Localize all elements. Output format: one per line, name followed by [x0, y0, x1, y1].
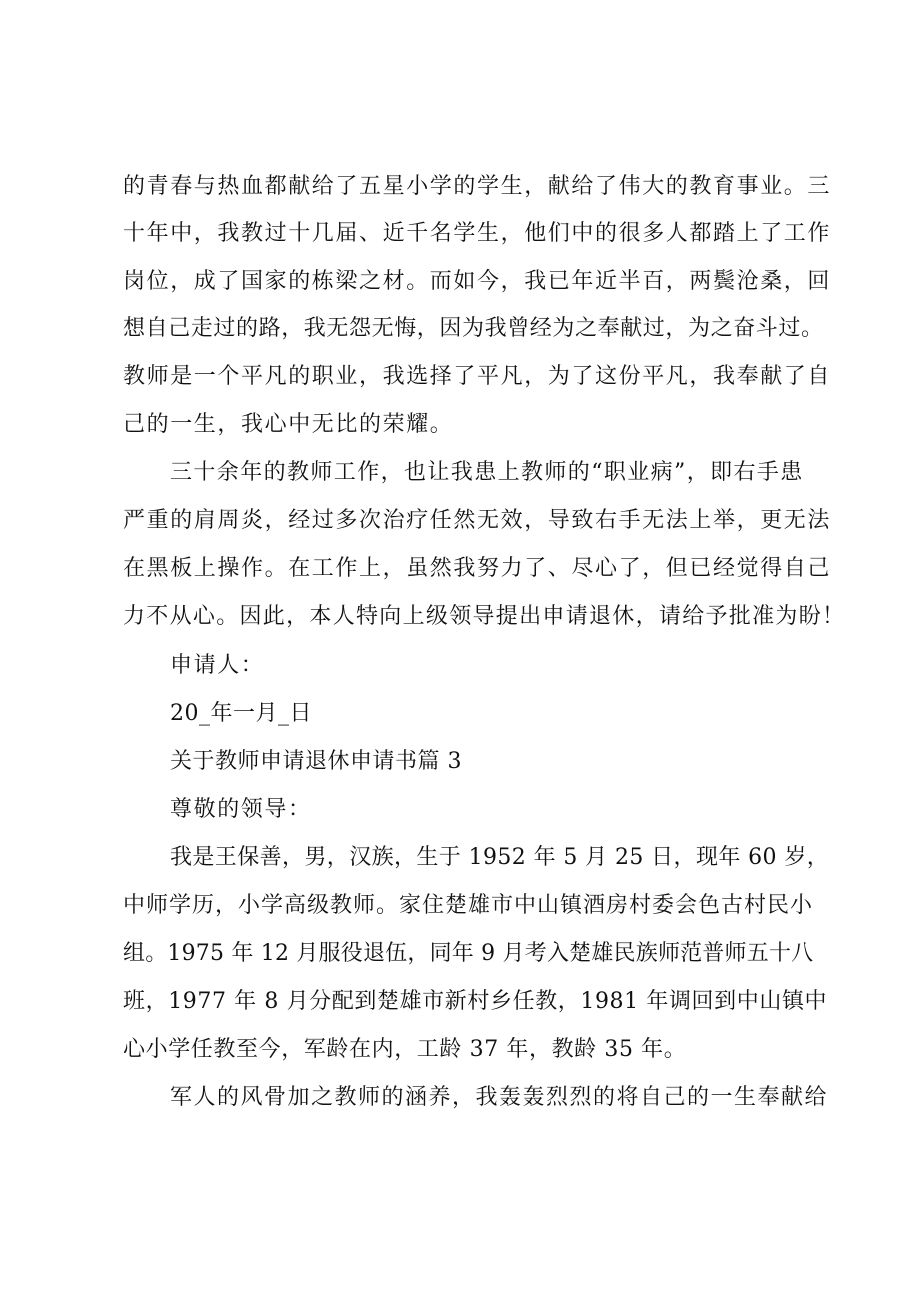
- text-line: 己的一生，我心中无比的荣耀。: [123, 412, 454, 437]
- section-title: 关于教师申请退休申请书篇 3: [170, 749, 462, 774]
- text-line: 班，1977 年 8 月分配到楚雄市新村乡任教，1981 年调回到中山镇中: [123, 989, 828, 1014]
- text-line: 十年中，我教过十几届、近千名学生，他们中的很多人都踏上了工作: [123, 221, 832, 246]
- text-line: 组。1975 年 12 月服役退伍，同年 9 月考入楚雄民族师范普师五十八: [123, 941, 814, 966]
- text-line: 教师是一个平凡的职业，我选择了平凡，为了这份平凡，我奉献了自: [123, 364, 832, 389]
- paragraph-start-line: 三十余年的教师工作，也让我患上教师的“职业病”，即右手患: [170, 460, 804, 485]
- text-line: 在黑板上操作。在工作上，虽然我努力了、尽心了，但已经觉得自己: [123, 556, 832, 581]
- text-line: 严重的肩周炎，经过多次治疗任然无效，导致右手无法上举，更无法: [123, 508, 832, 533]
- date-line: 20_年一月_日: [170, 701, 312, 726]
- applicant-label: 申请人：: [170, 653, 265, 678]
- text-line: 中师学历，小学高级教师。家住楚雄市中山镇酒房村委会色古村民小: [123, 893, 814, 918]
- text-line: 心小学任教至今，军龄在内，工龄 37 年，教龄 35 年。: [123, 1037, 687, 1062]
- paragraph-start-line: 我是王保善，男，汉族，生于 1952 年 5 月 25 日，现年 60 岁，: [170, 845, 830, 870]
- text-line: 的青春与热血都献给了五星小学的学生，献给了伟大的教育事业。三: [123, 174, 832, 199]
- paragraph-start-line: 军人的风骨加之教师的涵养，我轰轰烈烈的将自己的一生奉献给: [170, 1085, 829, 1110]
- salutation: 尊敬的领导：: [170, 797, 312, 822]
- text-line: 岗位，成了国家的栋梁之材。而如今，我已年近半百，两鬓沧桑，回: [123, 269, 832, 294]
- text-line: 想自己走过的路，我无怨无悔，因为我曾经为之奉献过，为之奋斗过。: [123, 316, 824, 341]
- text-line: 力不从心。因此，本人特向上级领导提出申请退休，请给予批准为盼！: [123, 604, 846, 629]
